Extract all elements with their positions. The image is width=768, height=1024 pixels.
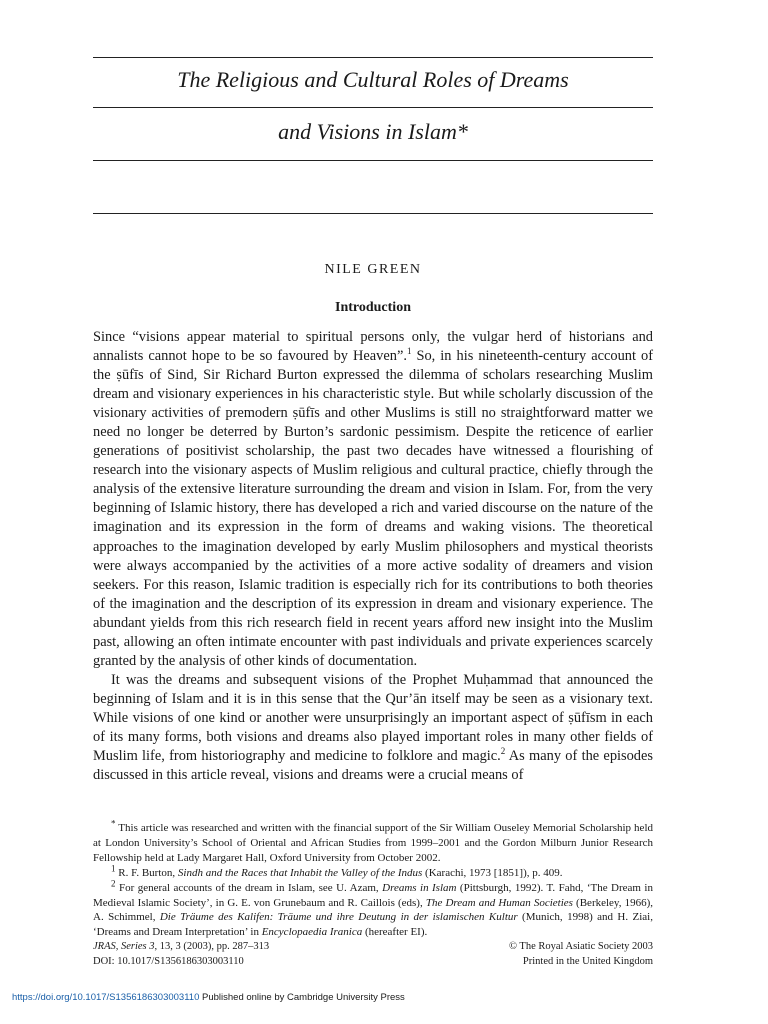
footnote-1-text-b: (Karachi, 1973 [1851]), p. 409. xyxy=(422,866,563,879)
article-title-line2: and Visions in Islam* xyxy=(278,119,468,144)
journal-name: JRAS, Series 3 xyxy=(93,941,155,952)
footnote-ref-2[interactable]: 2 xyxy=(500,746,506,757)
copyright-block xyxy=(453,939,653,969)
paragraph-1 xyxy=(93,328,653,671)
printed-notice: Printed in the United Kingdom xyxy=(522,956,653,967)
title-bottom-rule xyxy=(93,160,653,161)
footnote-2-mark: 2 xyxy=(111,877,116,888)
footnote-star-mark: * xyxy=(111,818,116,829)
footnote-star xyxy=(93,818,653,866)
header-divider-rule xyxy=(93,213,653,214)
paragraph-1-text: Since “visions appear material to spiritual persons only, the vulgar herd of historians and annalists cannot hope to be so favoured by Heaven”. xyxy=(93,329,653,365)
journal-citation xyxy=(93,939,269,969)
footnote-ref-1[interactable]: 1 xyxy=(406,346,412,357)
journal-issue xyxy=(93,939,269,954)
footnotes xyxy=(93,818,653,940)
copyright-notice: © The Royal Asiatic Society 2003 xyxy=(509,941,653,952)
footnote-2-title-1: Dreams in Islam xyxy=(382,881,457,894)
footnote-2-title-3: Die Träume des Kalifen: Träume und ihre Deutung in der islamischen Kultur xyxy=(159,911,518,924)
footnote-1-mark: 1 xyxy=(111,863,116,874)
paragraph-2-text: It was the dreams and subsequent visions of the Prophet Muḥammad that announced the beginning of Islam and it is in this sense that the Qur’ān itself may be seen as a visionary text. While visions of one kind or another were unsurprisingly an important aspect of ṣūfīsm in each of its many forms, both visions and dreams also played important roles in many other fields of Muslim life, from historiography and medicine to folklore and magic. xyxy=(93,671,653,765)
section-heading: Introduction xyxy=(335,300,411,315)
footnote-1 xyxy=(93,863,653,881)
footnote-2-title-2: The Dream and Human Societies xyxy=(425,896,573,909)
paragraph-2 xyxy=(93,671,653,785)
footnote-2 xyxy=(93,877,653,941)
paragraph-2-continuation: As many of the episodes discussed in this article reveal, visions and dreams were a crucial means of xyxy=(93,748,653,784)
footnote-2-text-d: (Munich, 1998) and H. Ziai, ‘Dreams and Dream Interpretation’ in xyxy=(93,911,653,939)
publisher-bar xyxy=(12,992,405,1003)
article-body xyxy=(93,328,653,785)
footnote-2-text-c: (Berkeley, 1966), A. Schimmel, xyxy=(93,896,653,924)
author-name: NILE GREEN xyxy=(324,262,422,277)
paragraph-1-continuation: So, in his nineteenth-century account of the ṣūfīs of Sind, Sir Richard Burton expressed the dilemma of scholars researching Muslim dream and visionary experiences in his characteristic style. But while scholarly discussion of the visionary activities of premodern ṣūfīs and other Muslims is still no straightforward matter we need no longer be deterred by Burton’s sardonic pessimism. Despite the reticence of earlier generations of positivist scholarship, the past two decades have witnessed a flourishing of research into the visionary aspects of Muslim religious and cultural practice, chiefly through the analysis of the extensive literature surrounding the dream and vision in Islam. For, from the very beginning of Islamic history, there has developed a rich and varied discourse on the nature of the imagination and its expression in the form of dreams and waking visions. The theoretical approaches to the imagination developed by early Muslim philosophers and mystical theorists were always accompanied by the activities of a more active sodality of dreamers and vision seekers. For this reason, Islamic tradition is especially rich for its contributions to both theories of the imagination and the description of its expression in dream and visionary experience. The abundant yields from this rich research field in recent years afford new insight into the Muslim past, allowing an often intimate encounter with past individuals and private experiences scarcely granted by the analysis of other kinds of documentation. xyxy=(93,348,653,669)
footnote-star-text: This article was researched and written with the financial support of the Sir William Ouseley Memorial Scholarship held at London University’s School of Oriental and African Studies from 1999–2001 and the Gordon Milburn Junior Research Fellowship held at Lady Margaret Hall, Oxford University from October 2002. xyxy=(93,822,653,864)
footnote-2-text-e: (hereafter EI). xyxy=(362,926,428,939)
journal-doi: DOI: 10.1017/S1356186303003110 xyxy=(93,956,244,967)
article-title-line1: The Religious and Cultural Roles of Dreams xyxy=(177,67,569,92)
doi-link[interactable]: https://doi.org/10.1017/S1356186303003110 xyxy=(12,992,200,1003)
published-online-text: Published online by Cambridge University Press xyxy=(199,992,405,1003)
journal-volume-pages: , 13, 3 (2003), pp. 287–313 xyxy=(154,941,270,952)
footnote-2-text-a: For general accounts of the dream in Islam, see U. Azam, xyxy=(115,881,383,894)
footnote-1-title: Sindh and the Races that Inhabit the Valley of the Indus xyxy=(177,866,423,879)
footnote-1-text-a: R. F. Burton, xyxy=(115,866,178,879)
footnote-2-title-4: Encyclopaedia Iranica xyxy=(261,926,363,939)
top-rule xyxy=(93,57,653,58)
title-rule xyxy=(93,107,653,108)
footnote-2-text-b: (Pittsburgh, 1992). T. Fahd, ‘The Dream in Medieval Islamic Society’, in G. E. von Grunebaum and R. Caillois (eds), xyxy=(93,881,653,909)
